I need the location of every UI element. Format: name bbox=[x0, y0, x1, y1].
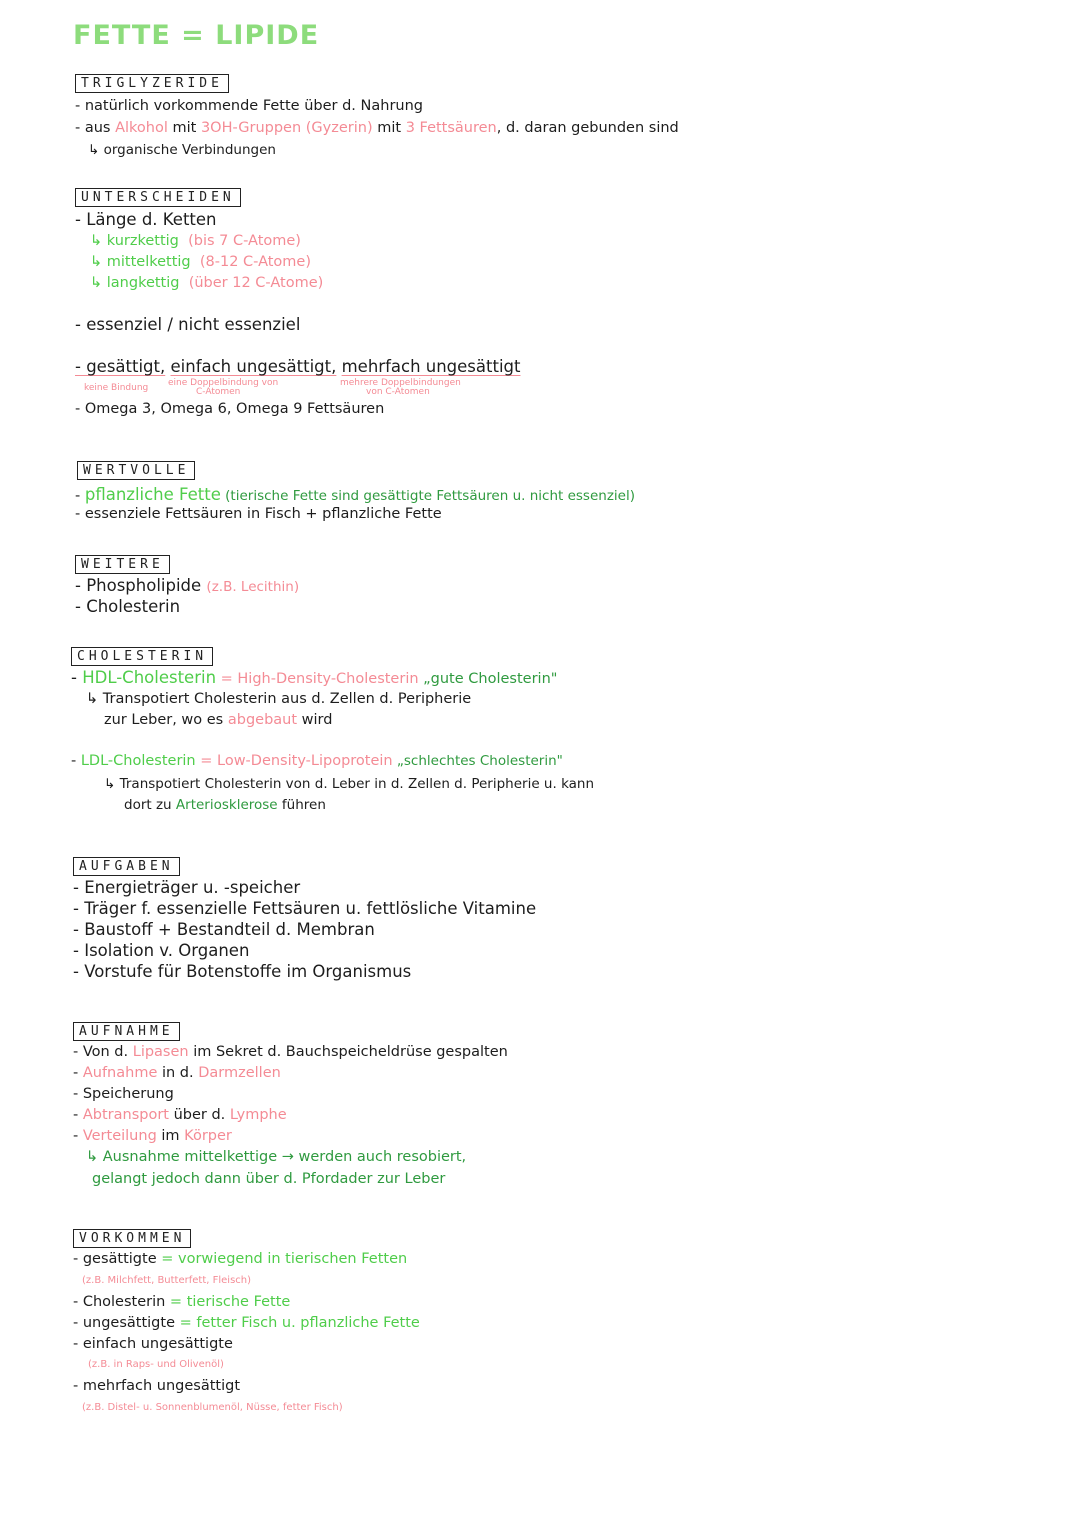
aufnahme-line-7: gelangt jedoch dann über d. Pfordader zur Leber bbox=[92, 1171, 446, 1187]
vorkommen-line-5: - mehrfach ungesättigt bbox=[73, 1378, 241, 1394]
aufgaben-item: - Isolation v. Organen bbox=[73, 941, 250, 960]
wertvolle-line-2: - essenziele Fettsäuren in Fisch + pflanzliche Fette bbox=[75, 506, 442, 522]
cholesterin-hdl: - HDL-Cholesterin = High-Density-Cholesterin „gute Cholesterin" bbox=[71, 668, 558, 687]
unterscheiden-mittelkettig: ↳ mittelkettig (8-12 C-Atome) bbox=[90, 254, 311, 270]
cholesterin-hdl-line-3: zur Leber, wo es abgebaut wird bbox=[104, 712, 333, 728]
unterscheiden-kurzkettig: ↳ kurzkettig (bis 7 C-Atome) bbox=[90, 233, 301, 249]
aufnahme-line-2: - Aufnahme in d. Darmzellen bbox=[73, 1065, 281, 1081]
note-eine-doppelbindung-2: C-Atomen bbox=[196, 387, 241, 397]
vorkommen-line-1: - gesättigte = vorwiegend in tierischen Fetten bbox=[73, 1251, 408, 1267]
section-wertvolle-header: WERTVOLLE bbox=[77, 459, 195, 480]
weitere-phospholipide: - Phospholipide (z.B. Lecithin) bbox=[75, 576, 300, 595]
section-weitere-header: WEITERE bbox=[75, 553, 170, 574]
section-unterscheiden-header: UNTERSCHEIDEN bbox=[75, 186, 241, 207]
vorkommen-line-1-note: (z.B. Milchfett, Butterfett, Fleisch) bbox=[82, 1275, 252, 1286]
note-eine-doppelbindung: eine Doppelbindung von bbox=[168, 378, 279, 388]
aufnahme-line-6: ↳ Ausnahme mittelkettige → werden auch resobiert, bbox=[86, 1149, 467, 1165]
vorkommen-line-2: - Cholesterin = tierische Fette bbox=[73, 1294, 291, 1310]
aufnahme-line-5: - Verteilung im Körper bbox=[73, 1128, 232, 1144]
section-aufnahme-header: AUFNAHME bbox=[73, 1020, 180, 1041]
vorkommen-line-3: - ungesättigte = fetter Fisch u. pflanzliche Fette bbox=[73, 1315, 420, 1331]
section-triglyzeride-header: TRIGLYZERIDE bbox=[75, 72, 229, 93]
aufgaben-item: - Energieträger u. -speicher bbox=[73, 878, 301, 897]
aufnahme-line-1: - Von d. Lipasen im Sekret d. Bauchspeicheldrüse gespalten bbox=[73, 1044, 508, 1060]
triglyzeride-line-1: - natürlich vorkommende Fette über d. Nahrung bbox=[75, 98, 423, 114]
page-title: FETTE = LIPIDE bbox=[73, 20, 320, 51]
cholesterin-hdl-line-2: ↳ Transpotiert Cholesterin aus d. Zellen d. Peripherie bbox=[86, 691, 472, 707]
triglyzeride-line-3: ↳ organische Verbindungen bbox=[88, 142, 276, 158]
wertvolle-line-1: - pflanzliche Fette (tierische Fette sind gesättigte Fettsäuren u. nicht essenziel) bbox=[75, 485, 635, 504]
aufnahme-line-4: - Abtransport über d. Lymphe bbox=[73, 1107, 287, 1123]
note-keine-bindung: keine Bindung bbox=[84, 383, 149, 393]
cholesterin-ldl-line-2: ↳ Transpotiert Cholesterin von d. Leber in d. Zellen d. Peripherie u. kann bbox=[104, 776, 595, 792]
aufnahme-line-3: - Speicherung bbox=[73, 1086, 174, 1102]
cholesterin-ldl-line-3: dort zu Arteriosklerose führen bbox=[124, 797, 326, 813]
section-aufgaben-header: AUFGABEN bbox=[73, 855, 180, 876]
section-vorkommen-header: VORKOMMEN bbox=[73, 1227, 191, 1248]
section-cholesterin-header: CHOLESTERIN bbox=[71, 645, 213, 666]
triglyzeride-line-2: - aus Alkohol mit 3OH-Gruppen (Gyzerin) mit 3 Fettsäuren, d. daran gebunden sind bbox=[75, 120, 679, 136]
note-mehrere-doppelbindungen: mehrere Doppelbindungen bbox=[340, 378, 461, 388]
aufgaben-item: - Baustoff + Bestandteil d. Membran bbox=[73, 920, 375, 939]
vorkommen-line-4: - einfach ungesättigte bbox=[73, 1336, 233, 1352]
cholesterin-ldl: - LDL-Cholesterin = Low-Density-Lipoprotein „schlechtes Cholesterin" bbox=[71, 753, 563, 769]
unterscheiden-laenge: - Länge d. Ketten bbox=[75, 210, 217, 229]
unterscheiden-langkettig: ↳ langkettig (über 12 C-Atome) bbox=[90, 275, 324, 291]
weitere-cholesterin: - Cholesterin bbox=[75, 597, 181, 616]
vorkommen-line-5-note: (z.B. Distel- u. Sonnenblumenöl, Nüsse, fetter Fisch) bbox=[82, 1402, 343, 1413]
aufgaben-item: - Vorstufe für Botenstoffe im Organismus bbox=[73, 962, 412, 981]
note-mehrere-doppelbindungen-2: von C-Atomen bbox=[366, 387, 430, 397]
vorkommen-line-4-note: (z.B. in Raps- und Olivenöl) bbox=[88, 1359, 224, 1370]
unterscheiden-essenziell: - essenziel / nicht essenziel bbox=[75, 315, 301, 334]
unterscheiden-saettigung: - gesättigt, einfach ungesättigt, mehrfach ungesättigt bbox=[75, 357, 521, 376]
aufgaben-item: - Träger f. essenzielle Fettsäuren u. fettlösliche Vitamine bbox=[73, 899, 537, 918]
unterscheiden-omega: - Omega 3, Omega 6, Omega 9 Fettsäuren bbox=[75, 401, 385, 417]
